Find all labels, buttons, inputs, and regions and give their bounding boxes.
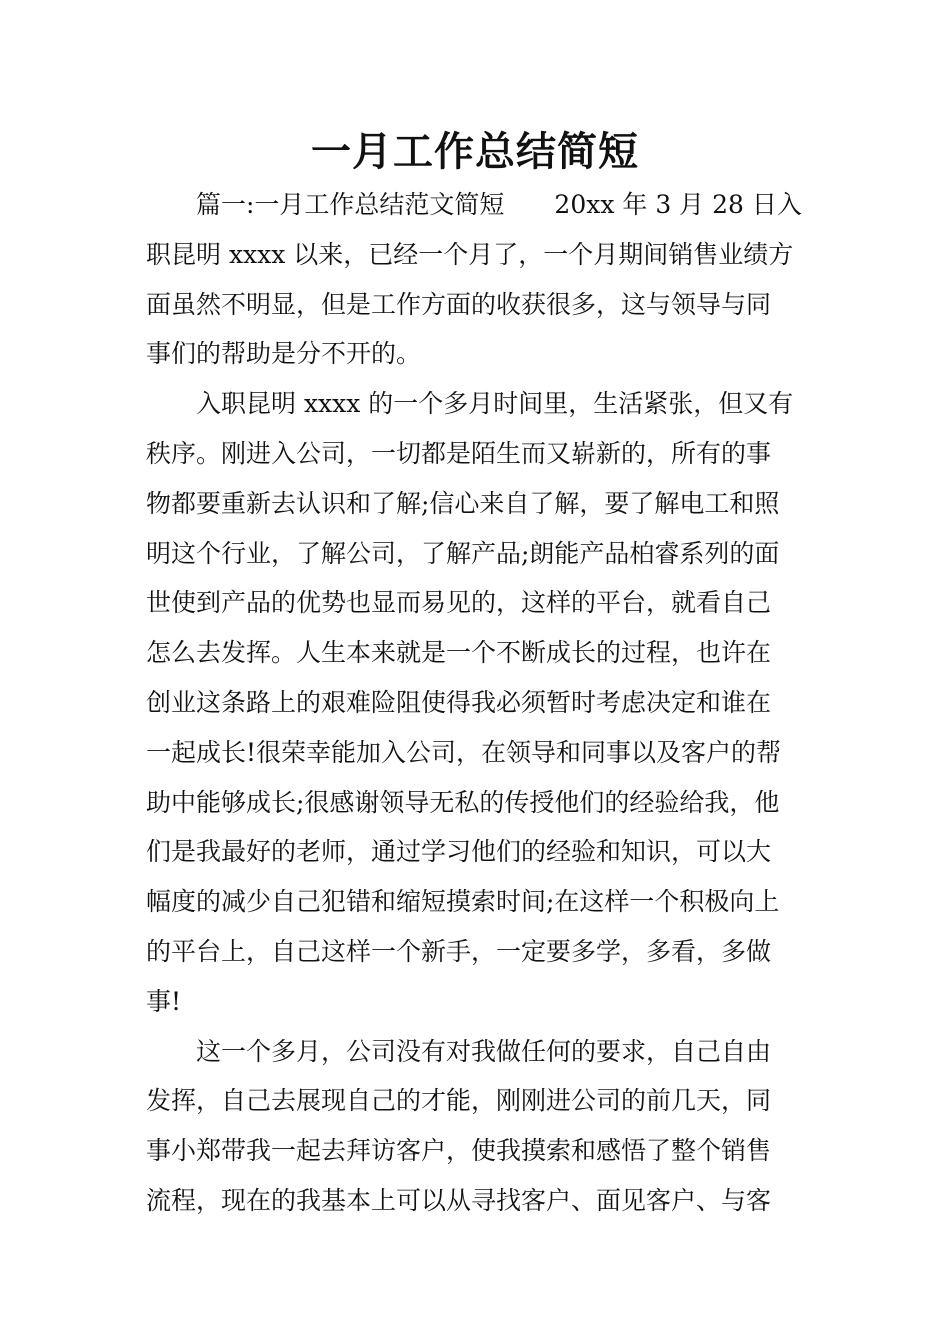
text-line: 物都要重新去认识和了解;信心来自了解，要了解电工和照 xyxy=(146,488,780,518)
text-line: 幅度的减少自己犯错和缩短摸索时间;在这样一个积极向上 xyxy=(146,887,780,917)
text-line: 事! xyxy=(146,986,182,1016)
text-line: 事们的帮助是分不开的。 xyxy=(146,339,422,369)
text-line: 明这个行业，了解公司，了解产品;朗能产品柏睿系列的面 xyxy=(146,538,780,568)
text-line: 一起成长!很荣幸能加入公司，在领导和同事以及客户的帮 xyxy=(146,737,782,767)
text-line: 发挥，自己去展现自己的才能，刚刚进公司的前几天，同 xyxy=(146,1086,772,1116)
text-line: 篇一:一月工作总结范文简短 20xx 年 3 月 28 日入 xyxy=(146,190,802,219)
text-line: 怎么去发挥。人生本来就是一个不断成长的过程，也许在 xyxy=(146,638,772,668)
text-line: 创业这条路上的艰难险阻使得我必须暂时考虑决定和谁在 xyxy=(146,687,772,717)
text-line: 事小郑带我一起去拜访客户，使我摸索和感悟了整个销售 xyxy=(146,1136,772,1166)
text-line: 助中能够成长;很感谢领导无私的传授他们的经验给我，他 xyxy=(146,787,780,817)
text-line: 这一个多月，公司没有对我做任何的要求，自己自由 xyxy=(146,1036,772,1066)
text-line: 入职昆明 xxxx 的一个多月时间里，生活紧张，但又有 xyxy=(146,389,794,419)
document-body xyxy=(146,180,806,1226)
text-line: 秩序。刚进入公司，一切都是陌生而又崭新的，所有的事 xyxy=(146,438,772,468)
text-line: 们是我最好的老师，通过学习他们的经验和知识，可以大 xyxy=(146,837,772,867)
text-line: 流程，现在的我基本上可以从寻找客户、面见客户、与客 xyxy=(146,1185,772,1215)
text-line: 的平台上，自己这样一个新手，一定要多学，多看，多做 xyxy=(146,936,772,966)
document-title: 一月工作总结简短 xyxy=(311,128,639,175)
text-line: 世使到产品的优势也显而易见的，这样的平台，就看自己 xyxy=(146,588,772,618)
text-line: 职昆明 xxxx 以来，已经一个月了，一个月期间销售业绩方 xyxy=(146,239,794,269)
text-line: 面虽然不明显，但是工作方面的收获很多，这与领导与同 xyxy=(146,289,772,319)
